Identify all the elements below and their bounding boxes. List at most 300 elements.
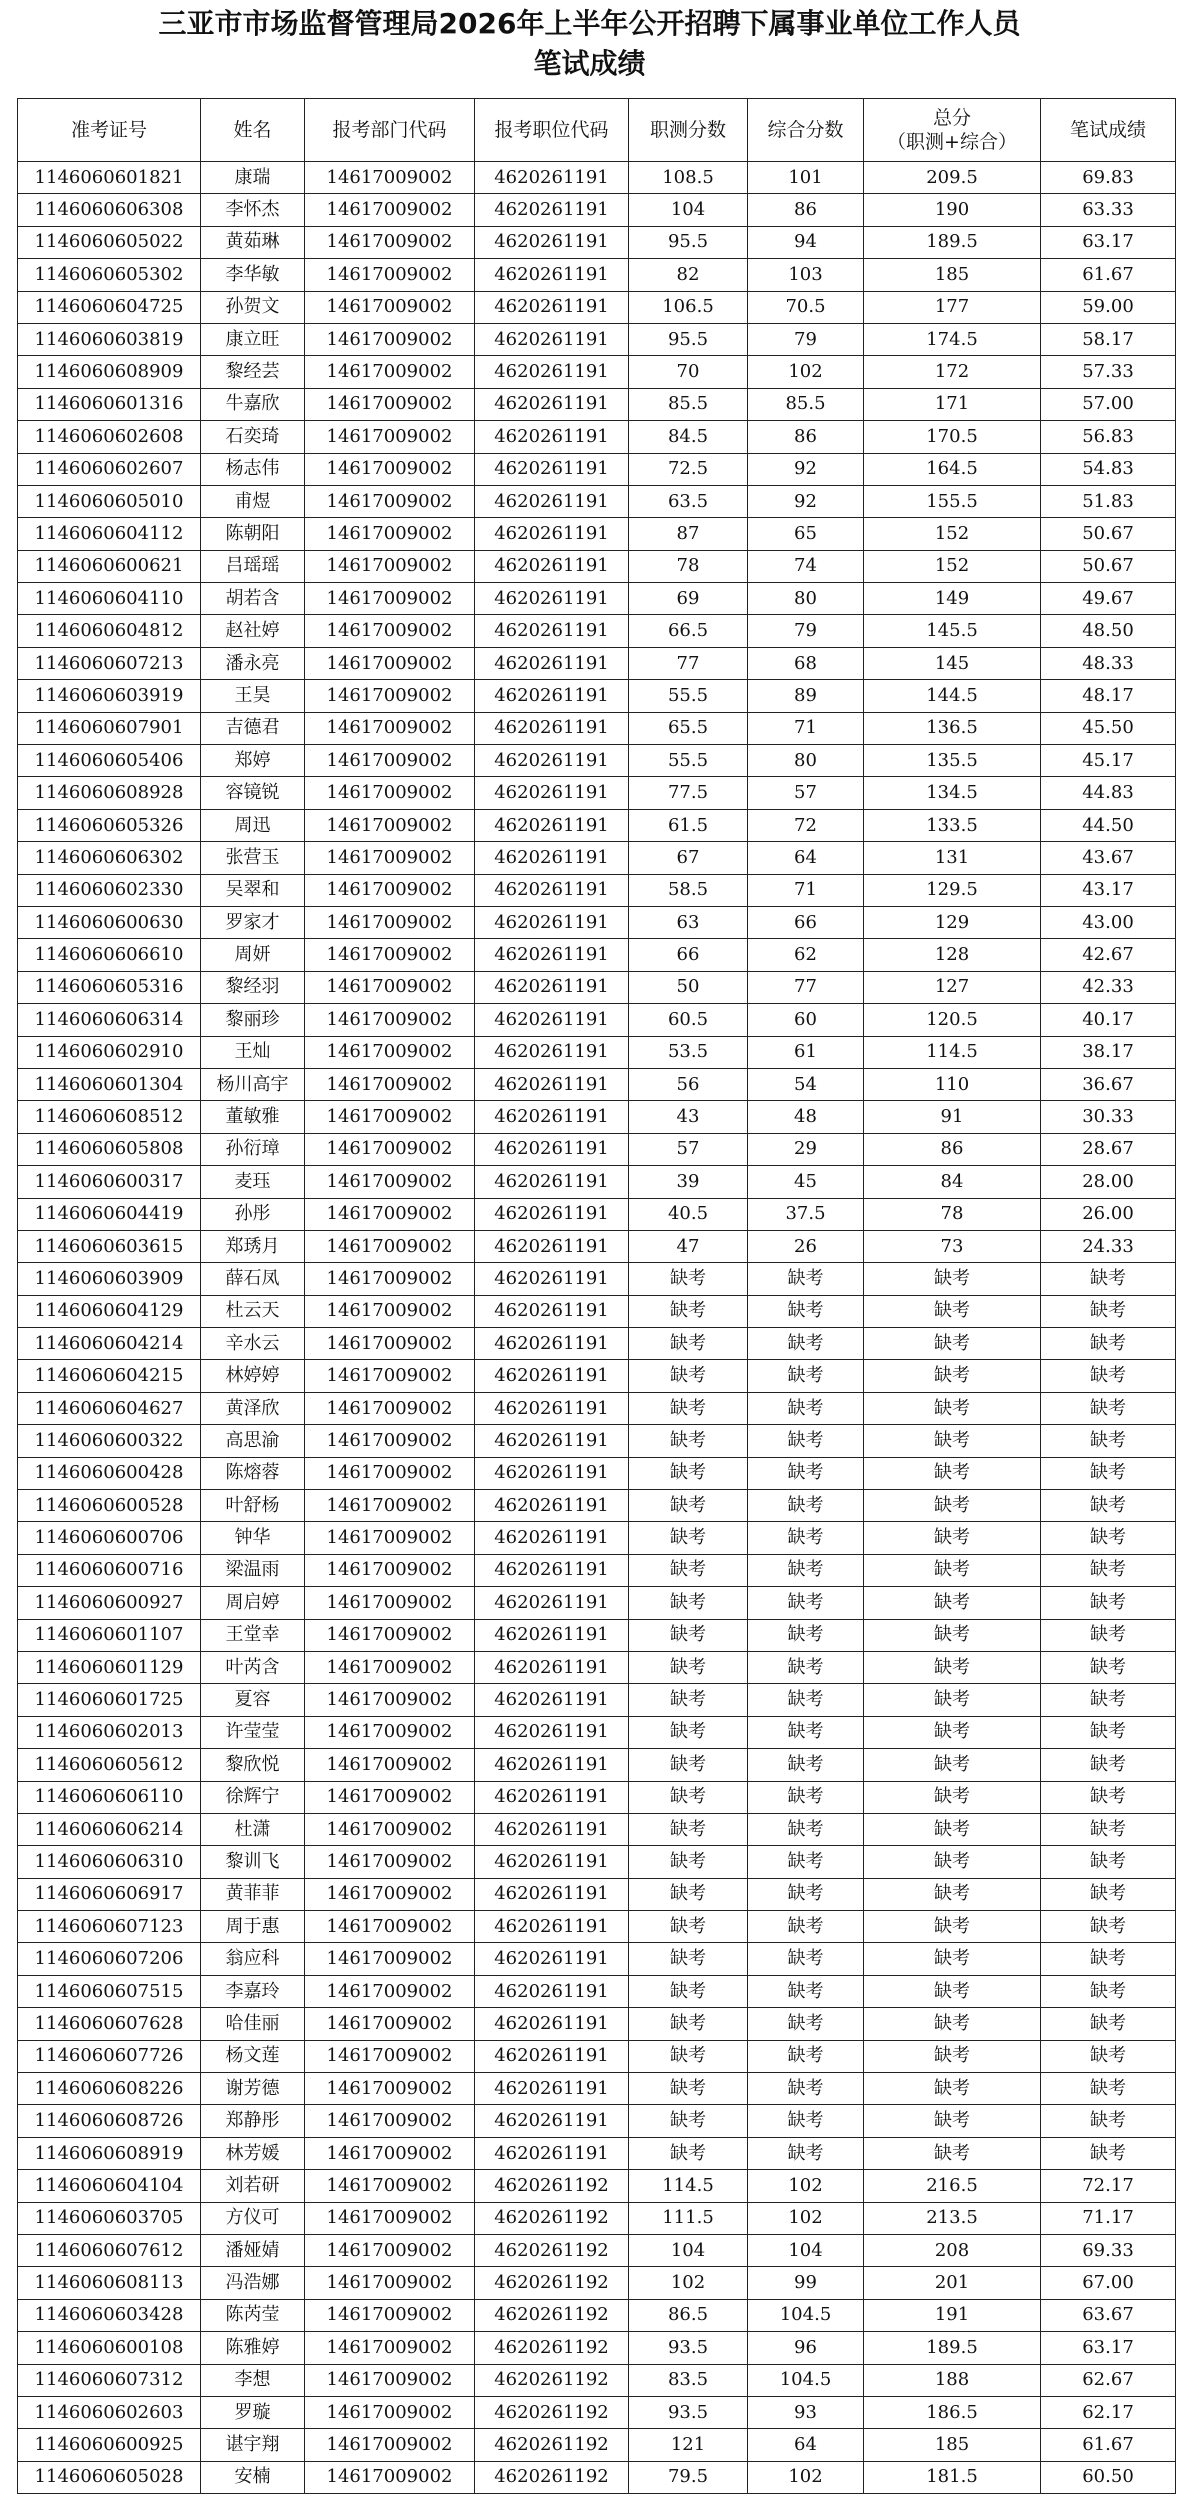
written-score-cell: 43.00 <box>1041 906 1176 938</box>
exam-id-cell: 1146060602013 <box>18 1716 201 1748</box>
exam-id-cell: 1146060608113 <box>18 2267 201 2299</box>
table-row <box>18 1749 1176 1781</box>
exam-id-cell: 1146060603819 <box>18 323 201 355</box>
name-cell: 黎经羽 <box>201 971 305 1003</box>
written-score-cell: 缺考 <box>1041 1749 1176 1781</box>
position-code-cell: 4620261191 <box>475 356 629 388</box>
aptitude-score-cell: 121 <box>629 2429 748 2461</box>
position-code-cell: 4620261191 <box>475 906 629 938</box>
name-cell: 康立旺 <box>201 323 305 355</box>
exam-id-cell: 1146060604627 <box>18 1392 201 1424</box>
dept-code-cell: 14617009002 <box>305 485 475 517</box>
general-score-cell: 71 <box>748 712 864 744</box>
position-code-cell: 4620261192 <box>475 2267 629 2299</box>
position-code-cell: 4620261191 <box>475 971 629 1003</box>
total-score-cell: 缺考 <box>864 1813 1041 1845</box>
aptitude-score-cell: 111.5 <box>629 2202 748 2234</box>
dept-code-cell: 14617009002 <box>305 550 475 582</box>
position-code-cell: 4620261191 <box>475 680 629 712</box>
exam-id-cell: 1146060604112 <box>18 518 201 550</box>
total-score-cell: 135.5 <box>864 745 1041 777</box>
table-row <box>18 939 1176 971</box>
total-score-cell: 缺考 <box>864 1263 1041 1295</box>
total-score-cell: 145.5 <box>864 615 1041 647</box>
position-code-cell: 4620261191 <box>475 939 629 971</box>
table-row <box>18 2396 1176 2428</box>
general-score-cell: 62 <box>748 939 864 971</box>
written-score-cell: 缺考 <box>1041 1651 1176 1683</box>
aptitude-score-cell: 63.5 <box>629 485 748 517</box>
total-score-cell: 缺考 <box>864 1878 1041 1910</box>
general-score-cell: 93 <box>748 2396 864 2428</box>
exam-id-cell: 1146060601316 <box>18 388 201 420</box>
position-code-cell: 4620261191 <box>475 615 629 647</box>
written-score-cell: 43.17 <box>1041 874 1176 906</box>
title-line-2: 笔试成绩 <box>533 47 646 80</box>
table-row <box>18 2267 1176 2299</box>
general-score-cell: 缺考 <box>748 2008 864 2040</box>
dept-code-cell: 14617009002 <box>305 2170 475 2202</box>
total-score-cell: 129.5 <box>864 874 1041 906</box>
score-table-body <box>18 162 1176 2494</box>
dept-code-cell: 14617009002 <box>305 1263 475 1295</box>
total-score-cell: 84 <box>864 1166 1041 1198</box>
position-code-cell: 4620261191 <box>475 842 629 874</box>
dept-code-cell: 14617009002 <box>305 1068 475 1100</box>
general-score-cell: 54 <box>748 1068 864 1100</box>
total-score-cell: 缺考 <box>864 1975 1041 2007</box>
name-cell: 辛水云 <box>201 1328 305 1360</box>
exam-id-cell: 1146060605316 <box>18 971 201 1003</box>
aptitude-score-cell: 缺考 <box>629 2008 748 2040</box>
written-score-cell: 缺考 <box>1041 1911 1176 1943</box>
written-score-cell: 50.67 <box>1041 518 1176 550</box>
dept-code-cell: 14617009002 <box>305 1878 475 1910</box>
exam-id-cell: 1146060600927 <box>18 1587 201 1619</box>
written-score-cell: 缺考 <box>1041 1490 1176 1522</box>
dept-code-cell: 14617009002 <box>305 874 475 906</box>
general-score-cell: 45 <box>748 1166 864 1198</box>
total-score-cell: 131 <box>864 842 1041 874</box>
position-code-cell: 4620261191 <box>475 1425 629 1457</box>
name-cell: 刘若研 <box>201 2170 305 2202</box>
total-score-cell: 133.5 <box>864 809 1041 841</box>
aptitude-score-cell: 缺考 <box>629 1846 748 1878</box>
written-score-cell: 42.67 <box>1041 939 1176 971</box>
exam-id-cell: 1146060604812 <box>18 615 201 647</box>
dept-code-cell: 14617009002 <box>305 1587 475 1619</box>
total-score-cell: 145 <box>864 647 1041 679</box>
written-score-cell: 60.50 <box>1041 2461 1176 2493</box>
name-cell: 周妍 <box>201 939 305 971</box>
general-score-cell: 65 <box>748 518 864 550</box>
total-score-cell: 191 <box>864 2299 1041 2331</box>
aptitude-score-cell: 77.5 <box>629 777 748 809</box>
general-score-cell: 缺考 <box>748 1813 864 1845</box>
position-code-cell: 4620261191 <box>475 1230 629 1262</box>
aptitude-score-cell: 95.5 <box>629 323 748 355</box>
written-score-cell: 69.33 <box>1041 2235 1176 2267</box>
table-row <box>18 2332 1176 2364</box>
exam-id-cell: 1146060601821 <box>18 162 201 194</box>
written-score-cell: 63.67 <box>1041 2299 1176 2331</box>
total-score-cell: 91 <box>864 1101 1041 1133</box>
dept-code-cell: 14617009002 <box>305 1813 475 1845</box>
written-score-cell: 42.33 <box>1041 971 1176 1003</box>
dept-code-cell: 14617009002 <box>305 1425 475 1457</box>
aptitude-score-cell: 53.5 <box>629 1036 748 1068</box>
name-cell: 谌宇翔 <box>201 2429 305 2461</box>
total-score-cell: 170.5 <box>864 421 1041 453</box>
position-code-cell: 4620261192 <box>475 2461 629 2493</box>
aptitude-score-cell: 50 <box>629 971 748 1003</box>
table-row <box>18 1522 1176 1554</box>
name-cell: 容镜锐 <box>201 777 305 809</box>
dept-code-cell: 14617009002 <box>305 745 475 777</box>
written-score-cell: 63.17 <box>1041 226 1176 258</box>
position-code-cell: 4620261191 <box>475 1587 629 1619</box>
written-score-cell: 44.83 <box>1041 777 1176 809</box>
written-score-cell: 54.83 <box>1041 453 1176 485</box>
exam-id-cell: 1146060605022 <box>18 226 201 258</box>
exam-id-cell: 1146060605010 <box>18 485 201 517</box>
table-row <box>18 1684 1176 1716</box>
general-score-cell: 缺考 <box>748 1425 864 1457</box>
written-score-cell: 缺考 <box>1041 1457 1176 1489</box>
total-score-cell: 缺考 <box>864 1554 1041 1586</box>
name-cell: 王昊 <box>201 680 305 712</box>
aptitude-score-cell: 缺考 <box>629 1457 748 1489</box>
position-code-cell: 4620261191 <box>475 550 629 582</box>
general-score-cell: 缺考 <box>748 1846 864 1878</box>
table-row <box>18 2364 1176 2396</box>
name-cell: 陈熔蓉 <box>201 1457 305 1489</box>
table-row <box>18 712 1176 744</box>
written-score-cell: 缺考 <box>1041 1328 1176 1360</box>
aptitude-score-cell: 70 <box>629 356 748 388</box>
position-code-cell: 4620261191 <box>475 1004 629 1036</box>
position-code-cell: 4620261191 <box>475 421 629 453</box>
dept-code-cell: 14617009002 <box>305 1651 475 1683</box>
position-code-cell: 4620261191 <box>475 1457 629 1489</box>
aptitude-score-cell: 55.5 <box>629 745 748 777</box>
written-score-cell: 缺考 <box>1041 1587 1176 1619</box>
written-score-cell: 缺考 <box>1041 1360 1176 1392</box>
dept-code-cell: 14617009002 <box>305 1490 475 1522</box>
name-cell: 黄泽欣 <box>201 1392 305 1424</box>
written-score-cell: 26.00 <box>1041 1198 1176 1230</box>
general-score-cell: 72 <box>748 809 864 841</box>
dept-code-cell: 14617009002 <box>305 1198 475 1230</box>
name-cell: 牛嘉欣 <box>201 388 305 420</box>
position-code-cell: 4620261191 <box>475 1813 629 1845</box>
exam-id-cell: 1146060604215 <box>18 1360 201 1392</box>
table-row <box>18 323 1176 355</box>
aptitude-score-cell: 缺考 <box>629 1781 748 1813</box>
general-score-cell: 89 <box>748 680 864 712</box>
name-cell: 陈朝阳 <box>201 518 305 550</box>
score-table <box>17 98 1176 2494</box>
exam-id-cell: 1146060606917 <box>18 1878 201 1910</box>
total-score-cell: 181.5 <box>864 2461 1041 2493</box>
general-score-cell: 缺考 <box>748 1490 864 1522</box>
position-code-cell: 4620261191 <box>475 1198 629 1230</box>
total-score-cell: 114.5 <box>864 1036 1041 1068</box>
name-cell: 方仪可 <box>201 2202 305 2234</box>
aptitude-score-cell: 93.5 <box>629 2396 748 2428</box>
general-score-cell: 缺考 <box>748 1328 864 1360</box>
table-row <box>18 2170 1176 2202</box>
table-row <box>18 226 1176 258</box>
name-cell: 冯浩娜 <box>201 2267 305 2299</box>
general-score-cell: 60 <box>748 1004 864 1036</box>
aptitude-score-cell: 缺考 <box>629 1263 748 1295</box>
name-cell: 周于惠 <box>201 1911 305 1943</box>
dept-code-cell: 14617009002 <box>305 518 475 550</box>
table-row <box>18 1878 1176 1910</box>
total-score-cell: 缺考 <box>864 2105 1041 2137</box>
general-score-cell: 缺考 <box>748 2137 864 2169</box>
name-cell: 林婷婷 <box>201 1360 305 1392</box>
name-cell: 罗璇 <box>201 2396 305 2428</box>
position-code-cell: 4620261191 <box>475 874 629 906</box>
dept-code-cell: 14617009002 <box>305 1522 475 1554</box>
general-score-cell: 缺考 <box>748 1781 864 1813</box>
total-score-cell: 缺考 <box>864 1943 1041 1975</box>
aptitude-score-cell: 43 <box>629 1101 748 1133</box>
name-cell: 郑婷 <box>201 745 305 777</box>
dept-code-cell: 14617009002 <box>305 1360 475 1392</box>
name-cell: 麦珏 <box>201 1166 305 1198</box>
aptitude-score-cell: 87 <box>629 518 748 550</box>
name-cell: 黎丽珍 <box>201 1004 305 1036</box>
total-score-cell: 136.5 <box>864 712 1041 744</box>
name-cell: 孙衍璋 <box>201 1133 305 1165</box>
total-score-cell: 缺考 <box>864 1360 1041 1392</box>
written-score-cell: 59.00 <box>1041 291 1176 323</box>
table-row <box>18 2461 1176 2493</box>
general-score-cell: 缺考 <box>748 1684 864 1716</box>
general-score-cell: 缺考 <box>748 1457 864 1489</box>
exam-id-cell: 1146060603705 <box>18 2202 201 2234</box>
aptitude-score-cell: 缺考 <box>629 1716 748 1748</box>
dept-code-cell: 14617009002 <box>305 1392 475 1424</box>
dept-code-cell: 14617009002 <box>305 388 475 420</box>
name-cell: 杜云天 <box>201 1295 305 1327</box>
exam-id-cell: 1146060600716 <box>18 1554 201 1586</box>
position-code-cell: 4620261191 <box>475 2008 629 2040</box>
aptitude-score-cell: 85.5 <box>629 388 748 420</box>
written-score-cell: 缺考 <box>1041 1684 1176 1716</box>
dept-code-cell: 14617009002 <box>305 1457 475 1489</box>
general-score-cell: 48 <box>748 1101 864 1133</box>
written-score-cell: 缺考 <box>1041 1425 1176 1457</box>
table-row <box>18 809 1176 841</box>
general-score-cell: 103 <box>748 259 864 291</box>
position-code-cell: 4620261191 <box>475 647 629 679</box>
aptitude-score-cell: 104 <box>629 194 748 226</box>
position-code-cell: 4620261191 <box>475 1360 629 1392</box>
general-score-cell: 缺考 <box>748 1360 864 1392</box>
total-score-cell: 缺考 <box>864 2008 1041 2040</box>
dept-code-cell: 14617009002 <box>305 1716 475 1748</box>
aptitude-score-cell: 66.5 <box>629 615 748 647</box>
total-score-cell: 缺考 <box>864 1651 1041 1683</box>
total-score-cell: 缺考 <box>864 1781 1041 1813</box>
dept-code-cell: 14617009002 <box>305 2235 475 2267</box>
col-header-name: 姓名 <box>201 99 305 162</box>
position-code-cell: 4620261191 <box>475 1846 629 1878</box>
table-row <box>18 356 1176 388</box>
total-score-cell: 缺考 <box>864 1619 1041 1651</box>
dept-code-cell: 14617009002 <box>305 2396 475 2428</box>
total-score-cell: 缺考 <box>864 1328 1041 1360</box>
exam-id-cell: 1146060607612 <box>18 2235 201 2267</box>
table-row <box>18 1425 1176 1457</box>
dept-code-cell: 14617009002 <box>305 323 475 355</box>
written-score-cell: 72.17 <box>1041 2170 1176 2202</box>
name-cell: 周迅 <box>201 809 305 841</box>
written-score-cell: 63.17 <box>1041 2332 1176 2364</box>
general-score-cell: 61 <box>748 1036 864 1068</box>
dept-code-cell: 14617009002 <box>305 1036 475 1068</box>
table-row <box>18 1651 1176 1683</box>
dept-code-cell: 14617009002 <box>305 1133 475 1165</box>
name-cell: 周启婷 <box>201 1587 305 1619</box>
general-score-cell: 64 <box>748 842 864 874</box>
col-header-written-score: 笔试成绩 <box>1041 99 1176 162</box>
total-score-cell: 缺考 <box>864 2137 1041 2169</box>
general-score-cell: 57 <box>748 777 864 809</box>
exam-id-cell: 1146060608226 <box>18 2073 201 2105</box>
dept-code-cell: 14617009002 <box>305 1749 475 1781</box>
written-score-cell: 45.50 <box>1041 712 1176 744</box>
aptitude-score-cell: 缺考 <box>629 1522 748 1554</box>
name-cell: 谢芳德 <box>201 2073 305 2105</box>
table-row <box>18 2299 1176 2331</box>
position-code-cell: 4620261191 <box>475 1781 629 1813</box>
total-score-cell: 152 <box>864 550 1041 582</box>
position-code-cell: 4620261191 <box>475 2137 629 2169</box>
exam-id-cell: 1146060600317 <box>18 1166 201 1198</box>
written-score-cell: 58.17 <box>1041 323 1176 355</box>
general-score-cell: 86 <box>748 194 864 226</box>
table-row <box>18 1004 1176 1036</box>
position-code-cell: 4620261191 <box>475 745 629 777</box>
aptitude-score-cell: 缺考 <box>629 1943 748 1975</box>
table-row <box>18 1360 1176 1392</box>
total-score-cell: 78 <box>864 1198 1041 1230</box>
exam-id-cell: 1146060604214 <box>18 1328 201 1360</box>
name-cell: 翁应科 <box>201 1943 305 1975</box>
total-score-cell: 缺考 <box>864 1749 1041 1781</box>
general-score-cell: 79 <box>748 323 864 355</box>
aptitude-score-cell: 72.5 <box>629 453 748 485</box>
general-score-cell: 86 <box>748 421 864 453</box>
total-score-cell: 73 <box>864 1230 1041 1262</box>
aptitude-score-cell: 缺考 <box>629 1749 748 1781</box>
name-cell: 康瑞 <box>201 162 305 194</box>
position-code-cell: 4620261191 <box>475 323 629 355</box>
position-code-cell: 4620261191 <box>475 1101 629 1133</box>
position-code-cell: 4620261191 <box>475 1263 629 1295</box>
name-cell: 郑琇月 <box>201 1230 305 1262</box>
exam-id-cell: 1146060605028 <box>18 2461 201 2493</box>
written-score-cell: 缺考 <box>1041 2137 1176 2169</box>
position-code-cell: 4620261191 <box>475 1295 629 1327</box>
table-row <box>18 421 1176 453</box>
written-score-cell: 缺考 <box>1041 2073 1176 2105</box>
table-row <box>18 777 1176 809</box>
position-code-cell: 4620261192 <box>475 2235 629 2267</box>
aptitude-score-cell: 79.5 <box>629 2461 748 2493</box>
exam-id-cell: 1146060601304 <box>18 1068 201 1100</box>
name-cell: 黎经芸 <box>201 356 305 388</box>
total-score-cell: 185 <box>864 259 1041 291</box>
aptitude-score-cell: 82 <box>629 259 748 291</box>
dept-code-cell: 14617009002 <box>305 647 475 679</box>
exam-id-cell: 1146060607206 <box>18 1943 201 1975</box>
total-score-cell: 190 <box>864 194 1041 226</box>
table-row <box>18 1068 1176 1100</box>
exam-id-cell: 1146060602608 <box>18 421 201 453</box>
table-row <box>18 1619 1176 1651</box>
written-score-cell: 缺考 <box>1041 2008 1176 2040</box>
total-score-cell: 164.5 <box>864 453 1041 485</box>
table-row <box>18 485 1176 517</box>
general-score-cell: 104.5 <box>748 2299 864 2331</box>
general-score-cell: 104.5 <box>748 2364 864 2396</box>
name-cell: 孙彤 <box>201 1198 305 1230</box>
name-cell: 许莹莹 <box>201 1716 305 1748</box>
name-cell: 高思渝 <box>201 1425 305 1457</box>
exam-id-cell: 1146060600322 <box>18 1425 201 1457</box>
exam-id-cell: 1146060606302 <box>18 842 201 874</box>
written-score-cell: 缺考 <box>1041 1813 1176 1845</box>
aptitude-score-cell: 69 <box>629 583 748 615</box>
exam-id-cell: 1146060602910 <box>18 1036 201 1068</box>
name-cell: 吉德君 <box>201 712 305 744</box>
table-row <box>18 680 1176 712</box>
general-score-cell: 缺考 <box>748 1975 864 2007</box>
name-cell: 石奕琦 <box>201 421 305 453</box>
dept-code-cell: 14617009002 <box>305 1911 475 1943</box>
general-score-cell: 26 <box>748 1230 864 1262</box>
table-row <box>18 1554 1176 1586</box>
dept-code-cell: 14617009002 <box>305 712 475 744</box>
written-score-cell: 62.17 <box>1041 2396 1176 2428</box>
table-row <box>18 388 1176 420</box>
table-row <box>18 1457 1176 1489</box>
name-cell: 潘娅婧 <box>201 2235 305 2267</box>
total-score-cell: 128 <box>864 939 1041 971</box>
position-code-cell: 4620261192 <box>475 2299 629 2331</box>
dept-code-cell: 14617009002 <box>305 1230 475 1262</box>
aptitude-score-cell: 61.5 <box>629 809 748 841</box>
table-row <box>18 1166 1176 1198</box>
dept-code-cell: 14617009002 <box>305 356 475 388</box>
aptitude-score-cell: 95.5 <box>629 226 748 258</box>
position-code-cell: 4620261191 <box>475 388 629 420</box>
dept-code-cell: 14617009002 <box>305 2008 475 2040</box>
aptitude-score-cell: 缺考 <box>629 1295 748 1327</box>
exam-id-cell: 1146060605302 <box>18 259 201 291</box>
position-code-cell: 4620261191 <box>475 1684 629 1716</box>
general-score-cell: 缺考 <box>748 1392 864 1424</box>
dept-code-cell: 14617009002 <box>305 2073 475 2105</box>
aptitude-score-cell: 83.5 <box>629 2364 748 2396</box>
table-row <box>18 2073 1176 2105</box>
